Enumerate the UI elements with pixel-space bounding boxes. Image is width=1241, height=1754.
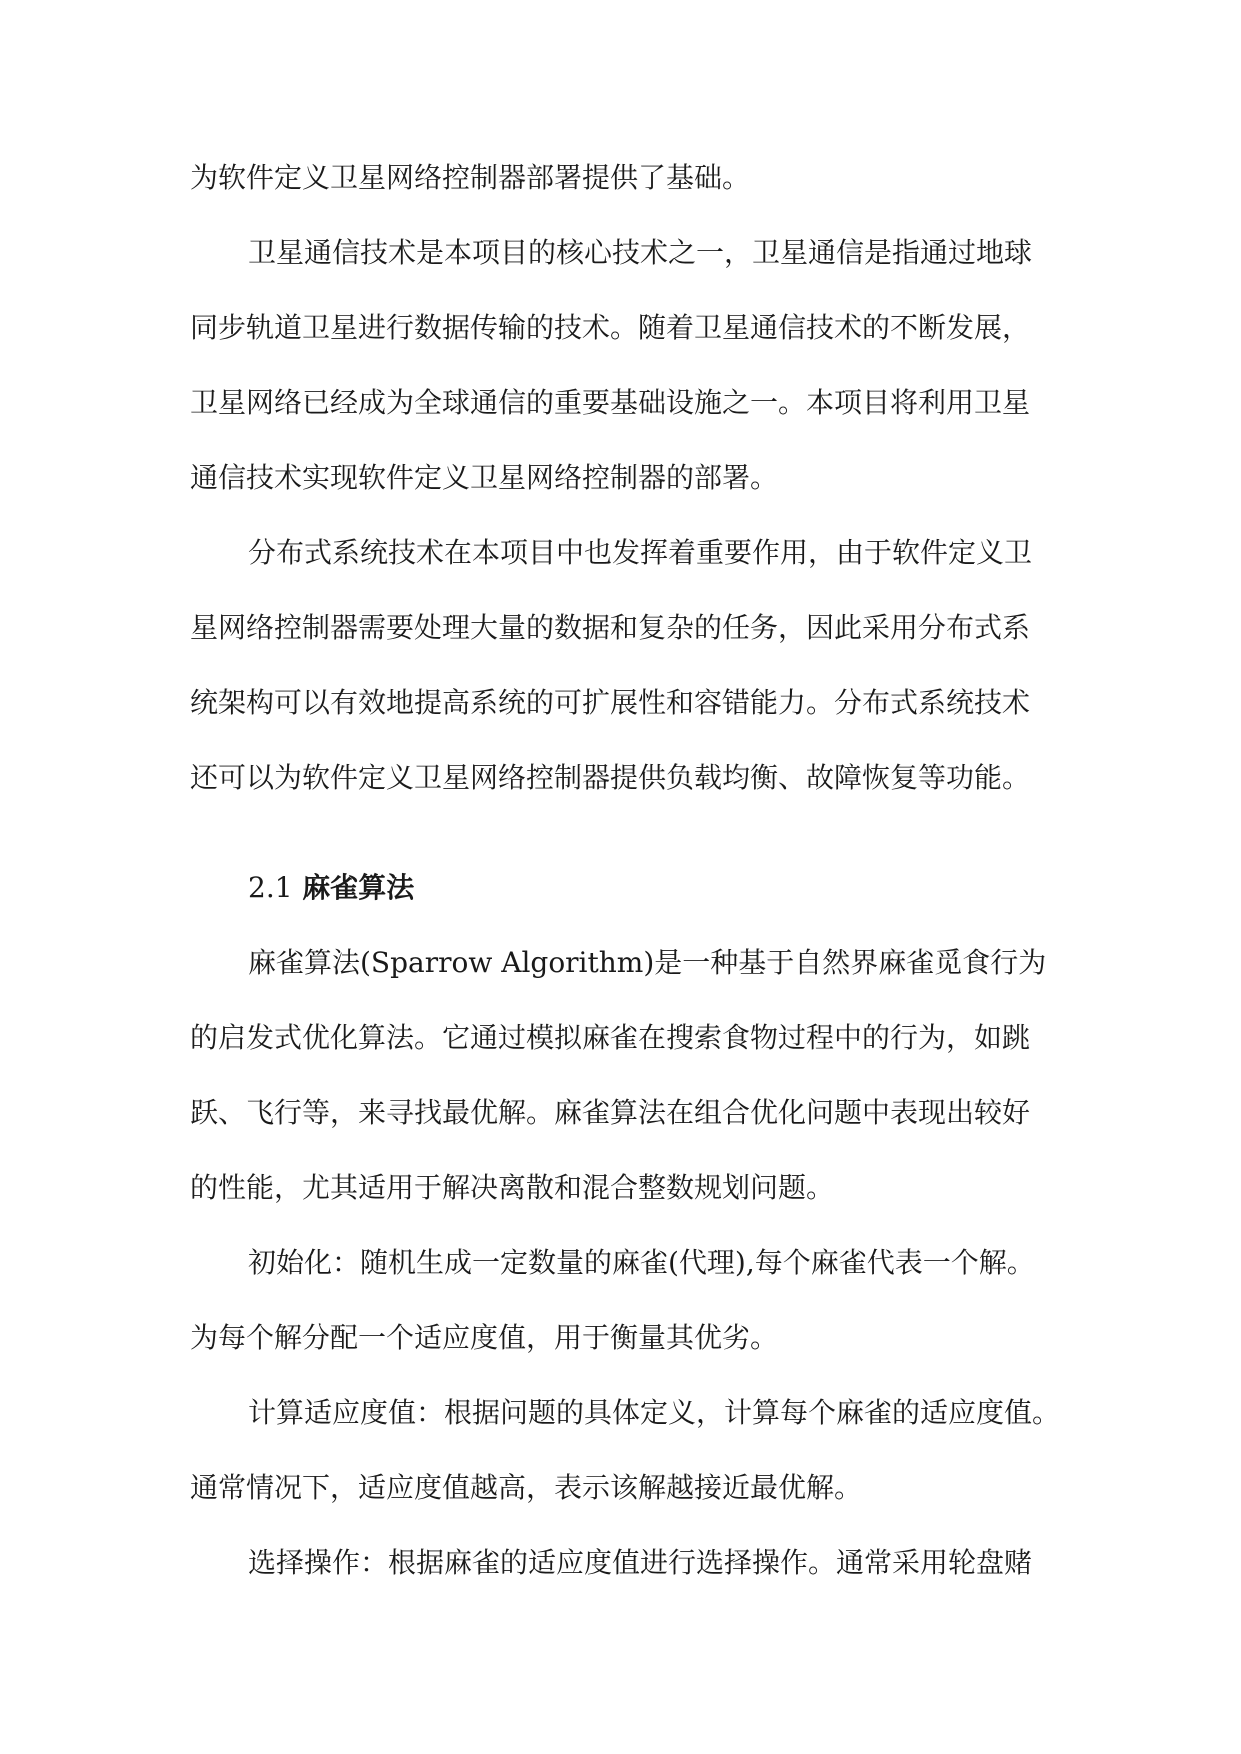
paragraph xyxy=(190,515,1060,815)
paragraph-line: 通常情况下，适应度值越高，表示该解越接近最优解。 xyxy=(190,1471,863,1504)
paragraph-line: 还可以为软件定义卫星网络控制器提供负载均衡、故障恢复等功能。 xyxy=(190,761,1031,794)
paragraph-line: 分布式系统技术在本项目中也发挥着重要作用，由于软件定义卫 xyxy=(248,536,1033,569)
paragraph-line: 统架构可以有效地提高系统的可扩展性和容错能力。分布式系统技术 xyxy=(190,686,1031,719)
section-number: 2.1 xyxy=(248,871,293,904)
paragraph-line: 为软件定义卫星网络控制器部署提供了基础。 xyxy=(190,161,751,194)
paragraph-line: 选择操作：根据麻雀的适应度值进行选择操作。通常采用轮盘赌 xyxy=(248,1546,1033,1579)
paragraph-line: 的启发式优化算法。它通过模拟麻雀在搜索食物过程中的行为，如跳 xyxy=(190,1021,1031,1054)
paragraph xyxy=(190,1375,1060,1525)
paragraph-line: 为每个解分配一个适应度值，用于衡量其优劣。 xyxy=(190,1321,779,1354)
paragraph-line: 同步轨道卫星进行数据传输的技术。随着卫星通信技术的不断发展， xyxy=(190,311,1031,344)
paragraph xyxy=(190,140,1060,215)
paragraphs-before-section xyxy=(190,140,1060,815)
paragraph-line: 计算适应度值：根据问题的具体定义，计算每个麻雀的适应度值。 xyxy=(248,1396,1061,1429)
paragraph-line: 跃、飞行等，来寻找最优解。麻雀算法在组合优化问题中表现出较好 xyxy=(190,1096,1031,1129)
paragraph-line: 初始化：随机生成一定数量的麻雀(代理),每个麻雀代表一个解。 xyxy=(248,1246,1035,1279)
paragraph xyxy=(190,925,1060,1225)
section-title: 麻雀算法 xyxy=(302,871,415,904)
paragraph-line: 麻雀算法(Sparrow Algorithm)是一种基于自然界麻雀觅食行为 xyxy=(248,946,1047,979)
paragraph-line: 卫星通信技术是本项目的核心技术之一，卫星通信是指通过地球 xyxy=(248,236,1033,269)
paragraph xyxy=(190,1525,1060,1600)
paragraph xyxy=(190,1225,1060,1375)
paragraph-line: 星网络控制器需要处理大量的数据和复杂的任务，因此采用分布式系 xyxy=(190,611,1031,644)
paragraphs-after-section xyxy=(190,925,1060,1600)
paragraph xyxy=(190,215,1060,515)
paragraph-line: 通信技术实现软件定义卫星网络控制器的部署。 xyxy=(190,461,779,494)
section-heading xyxy=(248,850,1060,925)
paragraph-line: 的性能，尤其适用于解决离散和混合整数规划问题。 xyxy=(190,1171,835,1204)
paragraph-line: 卫星网络已经成为全球通信的重要基础设施之一。本项目将利用卫星 xyxy=(190,386,1031,419)
document-body xyxy=(190,140,1060,1600)
